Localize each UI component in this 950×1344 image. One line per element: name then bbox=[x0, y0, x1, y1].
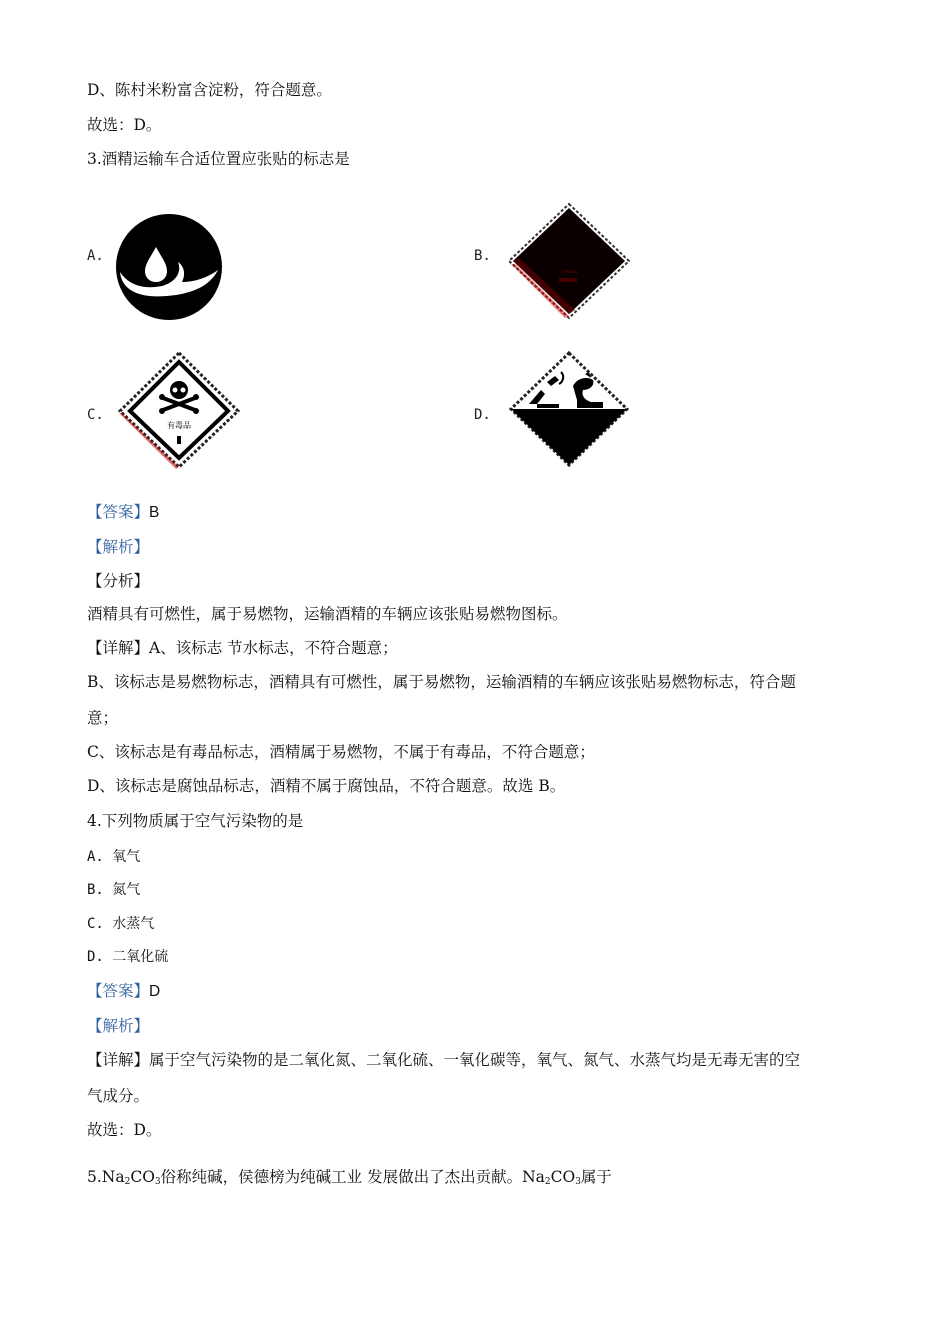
answer-choice-line: 故选：D。 bbox=[87, 116, 162, 134]
q5-part: 5.Na bbox=[87, 1168, 125, 1186]
q5-sub: 2 bbox=[124, 1177, 131, 1187]
detail-b-line2: 意； bbox=[87, 709, 119, 727]
answer-value: B bbox=[149, 504, 160, 521]
q5-part: 俗称纯碱，侯德榜为纯碱工业 发展做出了杰出贡献。Na bbox=[160, 1168, 545, 1186]
q5-part: CO bbox=[550, 1168, 576, 1186]
q5-part: CO bbox=[130, 1168, 155, 1186]
answer-tag: 【答案】 bbox=[87, 503, 150, 521]
answer-tag: 【答案】 bbox=[87, 982, 150, 1000]
q4-option-b: B. 氮气 bbox=[87, 882, 141, 898]
flammable-sign-icon bbox=[505, 202, 633, 320]
q4-option-c: C. 水蒸气 bbox=[87, 916, 155, 932]
detail-a: 【详解】A、该标志 节水标志，不符合题意； bbox=[87, 639, 398, 657]
fenxi-tag: 【分析】 bbox=[87, 572, 150, 590]
question-4: 4.下列物质属于空气污染物的是 bbox=[87, 812, 304, 830]
water-saving-sign-icon bbox=[112, 212, 226, 322]
option-c-label: C. bbox=[87, 407, 104, 423]
q5-part: 属于 bbox=[580, 1168, 612, 1186]
answer-line-q4 bbox=[87, 981, 160, 1002]
detail-b-line1: B、该标志是易燃物标志，酒精具有可燃性，属于易燃物，运输酒精的车辆应该张贴易燃物标志，符合题 bbox=[87, 673, 796, 691]
question-5 bbox=[87, 1167, 612, 1192]
option-a-label: A. bbox=[87, 248, 104, 264]
detail-d: D、该标志是腐蚀品标志，酒精不属于腐蚀品，不符合题意。故选 B。 bbox=[87, 777, 566, 795]
q4-option-d: D. 二氧化硫 bbox=[87, 949, 169, 965]
q5-sub: 3 bbox=[575, 1177, 581, 1187]
line-d-conclusion: D、陈村米粉富含淀粉，符合题意。 bbox=[87, 81, 332, 99]
analysis-tag-q3: 【解析】 bbox=[87, 538, 150, 556]
answer-line-q3 bbox=[87, 502, 159, 523]
fenxi-text: 酒精具有可燃性，属于易燃物，运输酒精的车辆应该张贴易燃物图标。 bbox=[87, 605, 568, 623]
q4-detail-line2: 气成分。 bbox=[87, 1087, 150, 1105]
detail-c: C、该标志是有毒品标志，酒精属于易燃物，不属于有毒品，不符合题意； bbox=[87, 743, 595, 761]
q4-detail-line1: 【详解】属于空气污染物的是二氧化氮、二氧化硫、一氧化碳等，氧气、氮气、水蒸气均是无毒无害的空 bbox=[87, 1051, 801, 1069]
q4-conclusion: 故选：D。 bbox=[87, 1121, 162, 1139]
q5-sub: 3 bbox=[154, 1177, 161, 1187]
question-3: 3.酒精运输车合适位置应张贴的标志是 bbox=[87, 150, 350, 168]
option-b-label: B. bbox=[474, 248, 491, 264]
q4-option-a: A. 氧气 bbox=[87, 849, 141, 865]
sign-c-text: 有毒品 bbox=[167, 421, 191, 430]
analysis-tag-q4: 【解析】 bbox=[87, 1017, 150, 1035]
q5-sub: 2 bbox=[544, 1177, 551, 1187]
corrosive-sign-icon bbox=[507, 350, 631, 468]
answer-value: D bbox=[149, 983, 161, 1000]
toxic-sign-icon bbox=[116, 350, 242, 470]
option-d-label: D. bbox=[474, 407, 491, 423]
